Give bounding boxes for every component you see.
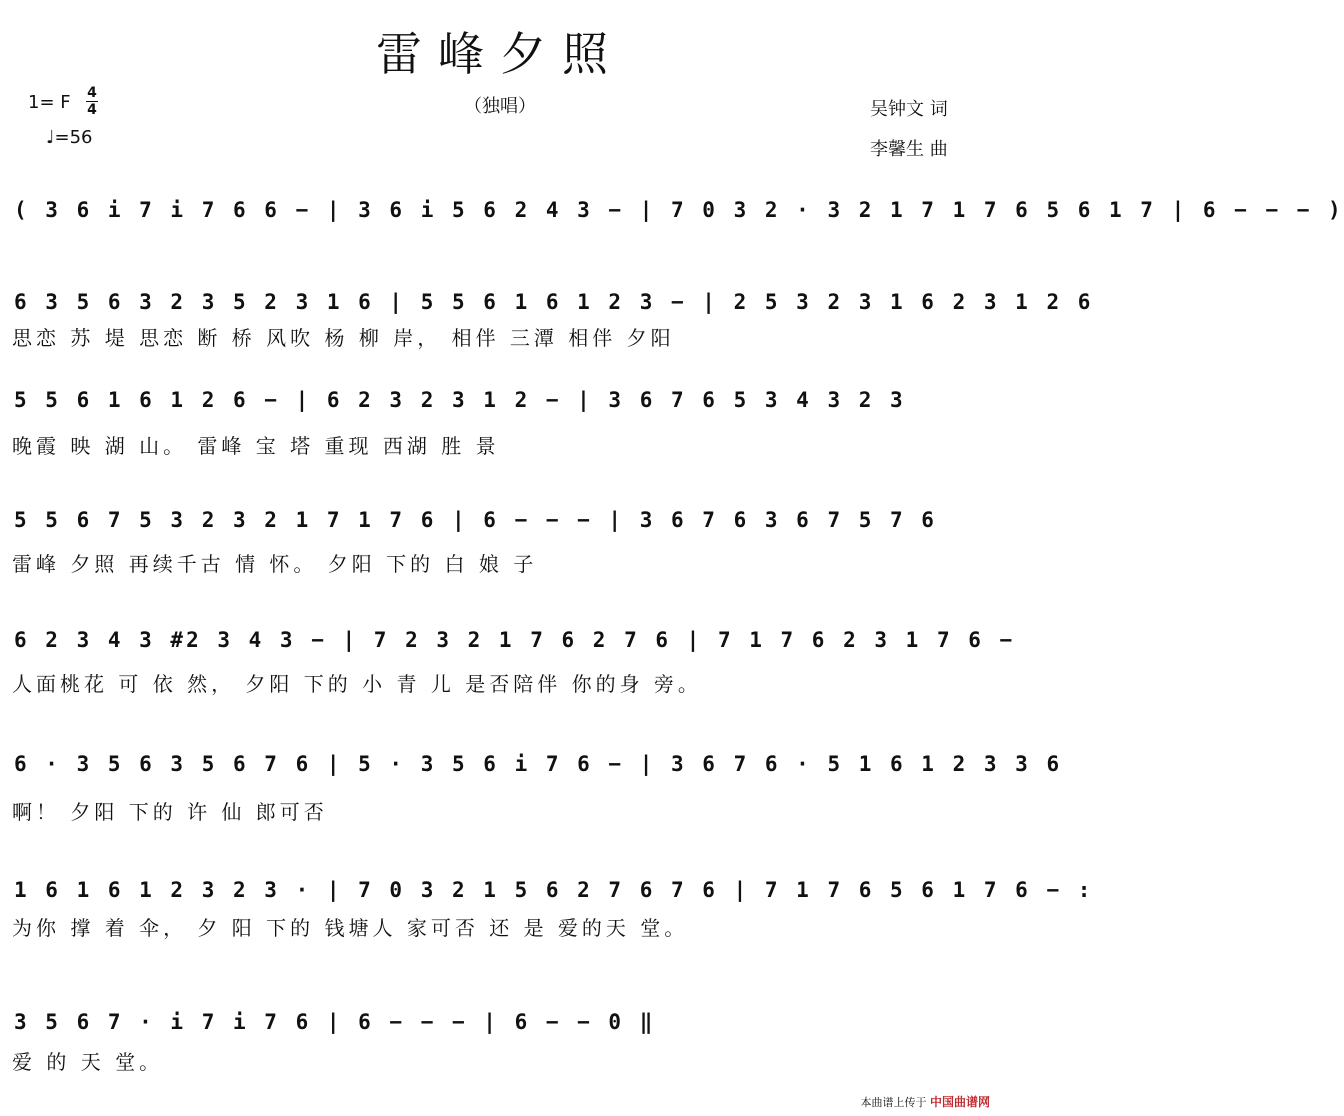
score-line-4-lyrics: 雷峰 夕照 再续千古 情 怀。 夕阳 下的 白 娘 子	[12, 552, 538, 576]
performance-note: （独唱）	[464, 96, 536, 117]
score-line-1-notes: ( 3 6 i 7 i 7 6 6 − | 3 6 i 5 6 2 4 3 − | 7 0 3 2 · 3 2 1 7 1 7 6 5 6 1 7 | 6 − − − )	[14, 198, 1344, 222]
score-line-5-lyrics: 人面桃花 可 依 然， 夕阳 下的 小 青 儿 是否陪伴 你的身 旁。	[12, 672, 702, 696]
score-line-8-lyrics: 爱 的 天 堂。	[12, 1050, 164, 1074]
source-footer	[860, 1093, 990, 1110]
score-line-7-notes: 1 6 1 6 1 2 3 2 3 · | 7 0 3 2 1 5 6 2 7 6 7 6 | 7 1 7 6 5 6 1 7 6 − :	[14, 878, 1094, 902]
key-signature: 1= F	[28, 92, 71, 113]
score-line-3-lyrics: 晚霞 映 湖 山。 雷峰 宝 塔 重现 西湖 胜 景	[12, 434, 500, 458]
lyricist: 吴钟文 词	[870, 99, 948, 120]
time-signature-bottom: 4	[87, 102, 97, 118]
source-label: 本曲谱上传于	[860, 1096, 927, 1109]
credits	[870, 90, 948, 170]
score-line-7-lyrics: 为你 撑 着 伞， 夕 阳 下的 钱塘人 家可否 还 是 爱的天 堂。	[12, 916, 689, 940]
tempo-marking: ♩=56	[46, 127, 93, 148]
song-title: 雷峰夕照	[376, 27, 624, 81]
composer: 李馨生 曲	[870, 139, 948, 160]
score-line-5-notes: 6 2 3 4 3 #2 3 4 3 − | 7 2 3 2 1 7 6 2 7 6 | 7 1 7 6 2 3 1 7 6 −	[14, 628, 1016, 652]
score-line-8-notes: 3 5 6 7 · i 7 i 7 6 | 6 − − − | 6 − − 0 ‖	[14, 1010, 656, 1034]
source-brand: 中国曲谱网	[929, 1095, 990, 1109]
score-line-4-notes: 5 5 6 7 5 3 2 3 2 1 7 1 7 6 | 6 − − − | 3 6 7 6 3 6 7 5 7 6	[14, 508, 937, 532]
score-line-2-lyrics: 思恋 苏 堤 思恋 断 桥 风吹 杨 柳 岸， 相伴 三潭 相伴 夕阳	[12, 326, 675, 350]
time-signature-top: 4	[87, 85, 97, 101]
score-line-6-notes: 6 · 3 5 6 3 5 6 7 6 | 5 · 3 5 6 i 7 6 − | 3 6 7 6 · 5 1 6 1 2 3 3 6	[14, 752, 1063, 776]
score-line-3-notes: 5 5 6 1 6 1 2 6 − | 6 2 3 2 3 1 2 − | 3 6 7 6 5 3 4 3 2 3	[14, 388, 906, 412]
score-line-6-lyrics: 啊！ 夕阳 下的 许 仙 郎可否	[12, 800, 328, 824]
score-line-2-notes: 6 3 5 6 3 2 3 5 2 3 1 6 | 5 5 6 1 6 1 2 3 − | 2 5 3 2 3 1 6 2 3 1 2 6	[14, 290, 1094, 314]
